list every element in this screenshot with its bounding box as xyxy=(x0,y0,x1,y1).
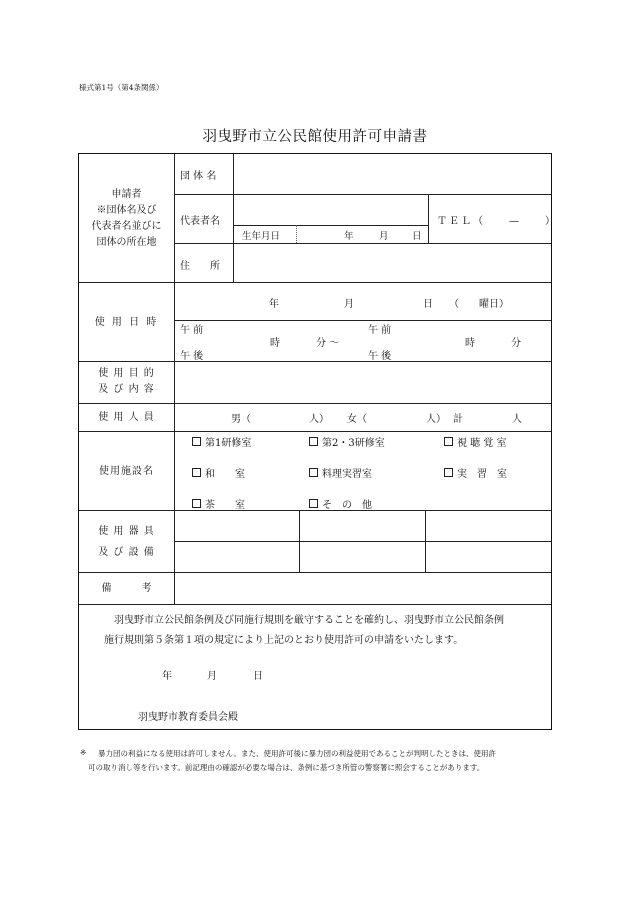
declaration-text: 羽曳野市立公民館条例及び同施行規則を厳守することを確約し、羽曳野市立公民館条例 xyxy=(114,615,504,626)
facility-checkbox[interactable]: 実 習 室 xyxy=(444,465,507,480)
facility-checkbox[interactable]: 和 室 xyxy=(192,465,245,480)
am-label: 午 前 xyxy=(180,325,204,336)
usage-year: 年 xyxy=(269,299,279,310)
row-divider xyxy=(79,403,551,404)
group-name-label: 団 体 名 xyxy=(180,171,217,182)
checkbox-icon[interactable] xyxy=(444,468,453,477)
pm-label: 午 後 xyxy=(368,351,392,362)
column-divider xyxy=(174,154,175,604)
male-label: 男（ xyxy=(231,414,251,425)
checkbox-icon[interactable] xyxy=(309,499,318,508)
facility-checkbox[interactable]: 茶 室 xyxy=(192,496,245,511)
equipment-label: 使 用 器 具 xyxy=(98,526,155,537)
applicant-label: 申請者 xyxy=(111,189,142,200)
male-close: 人） xyxy=(309,414,329,425)
applicant-note: 代表者名並びに xyxy=(91,221,162,232)
declaration-text: 施行規則第５条第１項の規定により上記のとおり使用許可の申請をいたします。 xyxy=(104,635,464,646)
applicant-note: 団体の所在地 xyxy=(96,237,157,248)
checkbox-icon[interactable] xyxy=(192,499,201,508)
row-divider xyxy=(174,320,551,321)
facility-checkbox[interactable]: 第2・3研修室 xyxy=(309,434,385,449)
footnote-text: 暴力団の利益になる使用は許可しません。また、使用許可後に暴力団の利益使用であることが判明したときは、使用許 xyxy=(98,749,496,758)
addressee: 羽曳野市教育委員会殿 xyxy=(138,712,238,723)
applicant-note: ※団体名及び xyxy=(96,205,157,216)
row-divider xyxy=(79,282,551,283)
footnote-mark: ※ xyxy=(80,748,87,757)
birth-year: 年 xyxy=(344,231,354,242)
total-label: 計 xyxy=(453,414,463,425)
facility-checkbox[interactable]: 第1研修室 xyxy=(192,434,251,449)
end-hour: 時 xyxy=(465,338,475,349)
purpose-label: 使 用 目 的 xyxy=(98,368,155,379)
representative-label: 代表者名 xyxy=(180,216,220,227)
usage-day: 日 xyxy=(423,299,433,310)
row-divider xyxy=(233,225,428,226)
facilities-label: 使用施設名 xyxy=(99,466,154,477)
end-minute: 分 xyxy=(511,338,521,349)
equipment-label: 及 び 設 備 xyxy=(98,547,155,558)
footnote-text: 可の取り消し等を行います。前記理由の確認が必要な場合は、条例に基づき所管の警察署に照会することがあります。 xyxy=(88,763,485,772)
checkbox-icon[interactable] xyxy=(444,437,453,446)
application-day: 日 xyxy=(253,671,263,682)
row-divider xyxy=(79,604,551,605)
usage-date-label: 使 用 日 時 xyxy=(94,317,159,328)
usage-month: 月 xyxy=(344,299,354,310)
checkbox-icon[interactable] xyxy=(192,437,201,446)
total-unit: 人 xyxy=(512,414,522,425)
row-divider xyxy=(174,541,551,542)
birth-day: 日 xyxy=(412,231,422,242)
row-divider xyxy=(79,431,551,432)
start-minute: 分 ～ xyxy=(316,338,340,349)
column-divider xyxy=(428,194,429,243)
facility-checkbox[interactable]: そ の 他 xyxy=(309,496,372,511)
column-divider xyxy=(299,510,300,572)
pm-label: 午 後 xyxy=(180,351,204,362)
page-title: 羽曳野市立公民館使用許可申請書 xyxy=(202,129,428,145)
column-divider xyxy=(425,510,426,572)
start-hour: 時 xyxy=(270,338,280,349)
am-label: 午 前 xyxy=(368,325,392,336)
persons-label: 使 用 人 員 xyxy=(98,412,155,423)
purpose-label: 及 び 内 容 xyxy=(98,384,155,395)
facility-checkbox[interactable]: 視 聴 覚 室 xyxy=(444,434,507,449)
application-year: 年 xyxy=(162,671,172,682)
checkbox-icon[interactable] xyxy=(192,468,201,477)
application-month: 月 xyxy=(207,671,217,682)
row-divider xyxy=(79,572,551,573)
female-close: 人） xyxy=(426,414,446,425)
tel-label: ＴＥＬ（ — ） xyxy=(437,216,557,227)
checkbox-icon[interactable] xyxy=(309,437,318,446)
birth-date-label: 生年月日 xyxy=(242,231,281,242)
remarks-label: 備 考 xyxy=(101,583,152,594)
usage-weekday: （ 曜日） xyxy=(449,299,509,310)
facility-checkbox[interactable]: 料理実習室 xyxy=(309,465,372,480)
female-label: 女（ xyxy=(347,414,367,425)
form-number: 様式第1号（第4条関係） xyxy=(79,83,164,92)
row-divider xyxy=(79,361,551,362)
dotted-divider xyxy=(296,225,297,243)
row-divider xyxy=(174,243,551,244)
checkbox-icon[interactable] xyxy=(309,468,318,477)
column-divider xyxy=(233,154,234,282)
address-label: 住 所 xyxy=(180,261,220,272)
birth-month: 月 xyxy=(379,231,389,242)
row-divider xyxy=(174,194,551,195)
